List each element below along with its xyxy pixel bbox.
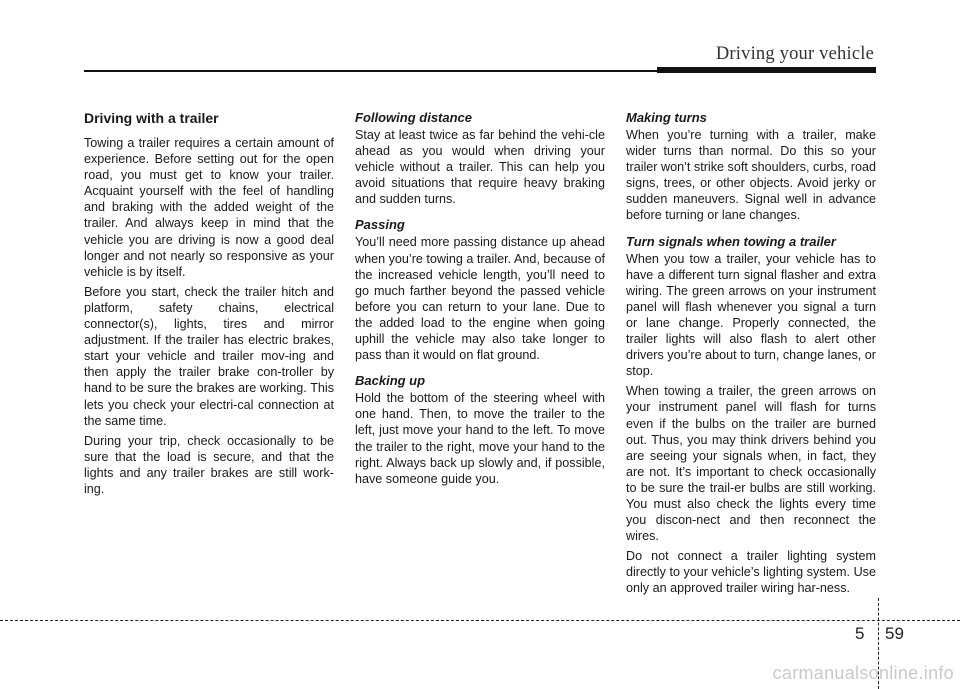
section-heading: Driving with a trailer bbox=[84, 110, 219, 126]
column-right bbox=[626, 110, 876, 601]
paragraph: Before you start, check the trailer hitch and platform, safety chains, electrical connector(s), lights, tires and mirror adjustment. If the trailer has electric brakes, start your vehicle and trailer mov-ing and then apply the trailer brake con-troller by hand to be sure the brakes are working. This lets you check your electri-cal connection at the same time. bbox=[84, 284, 334, 428]
page-number: 59 bbox=[885, 624, 904, 643]
paragraph: When you’re turning with a trailer, make wider turns than normal. Do this so your trailer won’t strike soft shoulders, curbs, road signs, trees, or other objects. Avoid jerky or sudden maneuvers. Signal well in advance before turning or lane changes. bbox=[626, 128, 876, 223]
paragraph: When towing a trailer, the green arrows on your instrument panel will flash for turns even if the bulbs on the trailer are burned out. Thus, you may think drivers behind you are seeing your signals when, in fact, they are not. It’s important to check occasionally to be sure the trail-er bulbs are still working. You must also check the lights every time you discon-nect and then reconnect the wires. bbox=[626, 384, 876, 544]
paragraph: Towing a trailer requires a certain amount of experience. Before setting out for the open road, you must get to know your trailer. Acquaint yourself with the feel of handling and braking with the added weight of the trailer. And always keep in mind that the vehicle you are driving is now a good deal longer and not nearly so responsive as your vehicle is by itself. bbox=[84, 136, 334, 279]
footer-rule bbox=[0, 620, 960, 621]
subheading-making-turns: Making turns bbox=[626, 110, 707, 125]
paragraph: You’ll need more passing distance up ahead when you’re towing a trailer. And, because of the increased vehicle length, you’ll need to go much farther beyond the passed vehicle before you can return to your lane. Due to the added load to the engine when going uphill the vehicle may also take longer to pass than it would on flat ground. bbox=[355, 235, 605, 363]
paragraph: During your trip, check occasionally to be sure that the load is secure, and that the lights and any trailer brakes are still work-ing. bbox=[84, 433, 334, 496]
subheading-passing: Passing bbox=[355, 217, 405, 233]
paragraph: Do not connect a trailer lighting system directly to your vehicle’s lighting system. Use only an approved trailer wiring har-ness. bbox=[626, 549, 876, 596]
paragraph: Hold the bottom of the steering wheel with one hand. Then, to move the trailer to the left, just move your hand to the left. To move the trailer to the right, move your hand to the right. Always back up slowly and, if possible, have someone guide you. bbox=[355, 391, 605, 486]
subheading-turn-signals: Turn signals when towing a trailer bbox=[626, 233, 836, 249]
watermark: carmanualsonline.info bbox=[772, 663, 954, 683]
header-rule-accent bbox=[657, 67, 876, 73]
chapter-number: 5 bbox=[855, 624, 865, 643]
column-middle bbox=[355, 110, 605, 491]
section-title: Driving your vehicle bbox=[715, 44, 874, 64]
column-left bbox=[84, 110, 334, 501]
paragraph: When you tow a trailer, your vehicle has to have a different turn signal flasher and extra wiring. The green arrows on your instrument panel will flash whenever you signal a turn or lane change. Properly connected, the trailer lights will also flash to alert other drivers you’re about to turn, change lanes, or stop. bbox=[626, 251, 876, 379]
paragraph: Stay at least twice as far behind the vehi-cle ahead as you would when driving your vehicle without a trailer. This can help you avoid situations that require heavy braking and sudden turns. bbox=[355, 128, 605, 207]
subheading-backing-up: Backing up bbox=[355, 373, 426, 389]
subheading-following-distance: Following distance bbox=[355, 110, 473, 125]
